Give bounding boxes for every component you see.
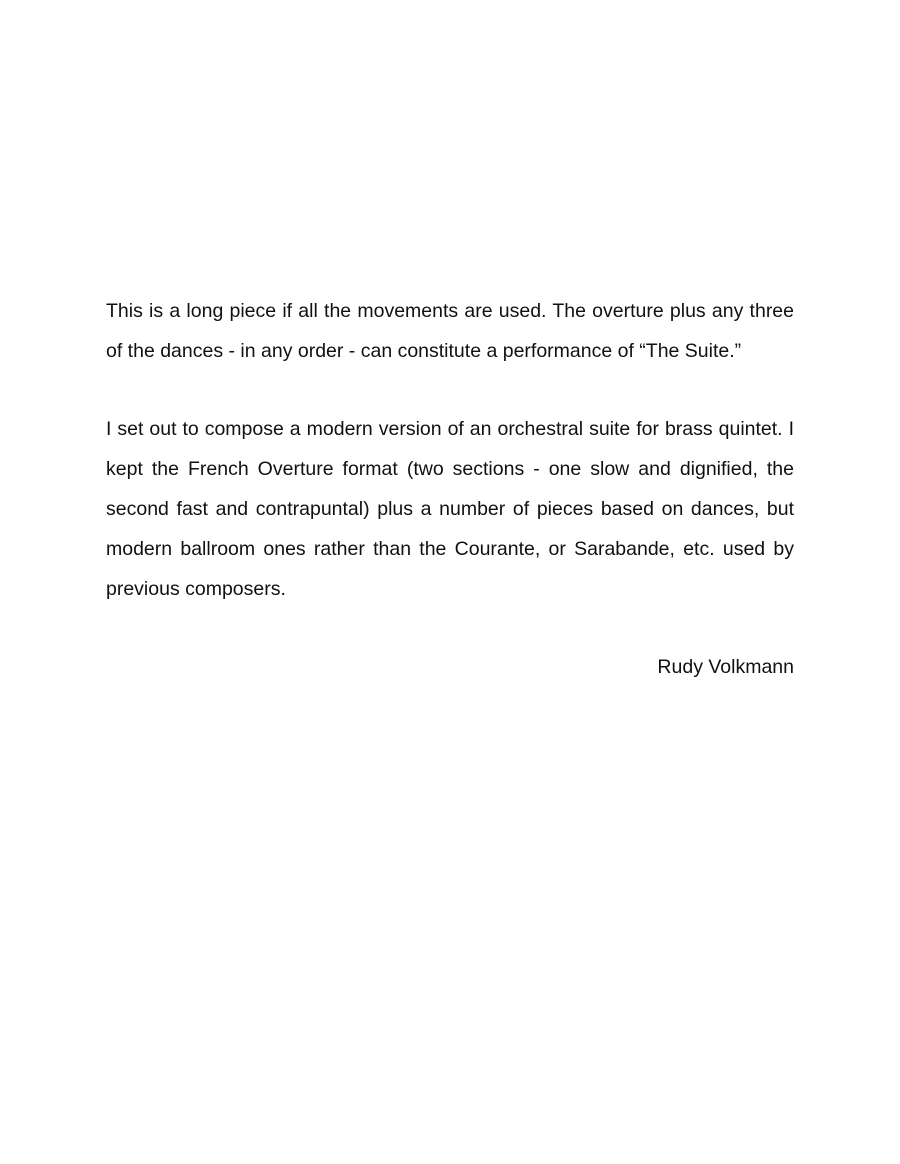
document-body [106,291,794,687]
signature: Rudy Volkmann [657,656,794,678]
paragraph-performance-note: This is a long piece if all the movements are used. The overture plus any three of the dances - in any order - can constitute a performance of “The Suite.” [106,300,794,362]
paragraph-composer-intent: I set out to compose a modern version of an orchestral suite for brass quintet. I kept the French Overture format (two sections - one slow and dignified, the second fast and contrapuntal) plus a number of pieces based on dances, but modern ballroom ones rather than the Courante, or Sarabande, etc. used by previous composers. [106,418,794,600]
